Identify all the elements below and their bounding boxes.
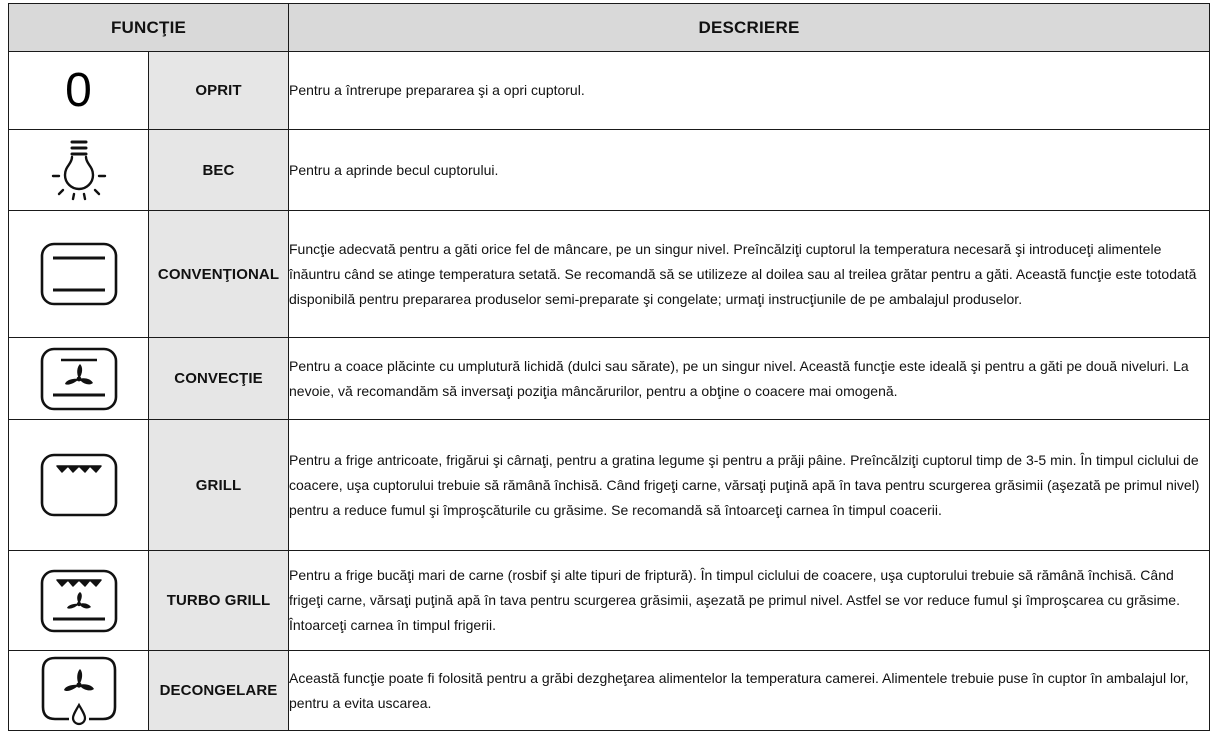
grill-icon	[9, 420, 149, 551]
function-description: Pentru a coace plăcinte cu umplutură lichidă (dulci sau sărate), pe un singur nivel. Această funcţie este ideală şi pentru a găti pe două niveluri. La nevoie, vă recomandăm să inversaţi poziţia mâncărurilor, pentru a obţine o coacere mai omogenă.	[289, 338, 1210, 420]
oven-functions-table	[8, 3, 1210, 731]
function-label: CONVECŢIE	[149, 338, 289, 420]
table-row	[9, 130, 1210, 211]
table-header-row	[9, 4, 1210, 52]
table-row	[9, 338, 1210, 420]
conventional-heating-icon	[9, 211, 149, 338]
off-zero-icon: 0	[9, 52, 149, 130]
header-description: DESCRIERE	[289, 4, 1210, 52]
defrost-icon	[9, 651, 149, 731]
function-label: CONVENŢIONAL	[149, 211, 289, 338]
table-row	[9, 211, 1210, 338]
function-description: Funcţie adecvată pentru a găti orice fel de mâncare, pe un singur nivel. Preîncălziţi cuptorul la temperatura necesară şi introduceţi alimentele înăuntru când se atinge temperatura setată. Se recomandă să se utilizeze al doilea sau al treilea grătar pentru a găti. Această funcţie este totodată disponibilă pentru prepararea produselor semi-preparate şi congelate; urmaţi instrucţiunile de pe ambalajul produselor.	[289, 211, 1210, 338]
function-description: Pentru a frige antricoate, frigărui şi cârnaţi, pentru a gratina legume şi pentru a prăji pâine. Preîncălziţi cuptorul timp de 3-5 min. În timpul ciclului de coacere, uşa cuptorului trebuie să rămână închisă. Când frigeţi carne, vărsaţi puţină apă în tava pentru scurgerea grăsimii (aşezată pe primul nivel) pentru a reduce fumul şi împroşcăturile cu grăsime. Se recomandă să întoarceţi carnea în timpul coacerii.	[289, 420, 1210, 551]
table-row	[9, 651, 1210, 731]
table-row	[9, 551, 1210, 651]
function-label: BEC	[149, 130, 289, 211]
table-row	[9, 420, 1210, 551]
turbo-grill-icon	[9, 551, 149, 651]
function-description: Această funcţie poate fi folosită pentru a grăbi dezgheţarea alimentelor la temperatura camerei. Alimentele trebuie puse în cuptor în ambalajul lor, pentru a evita uscarea.	[289, 651, 1210, 731]
convection-fan-icon	[9, 338, 149, 420]
lamp-icon	[9, 130, 149, 211]
function-label: GRILL	[149, 420, 289, 551]
function-description: Pentru a frige bucăţi mari de carne (rosbif şi alte tipuri de friptură). În timpul ciclului de coacere, uşa cuptorului trebuie să rămână închisă. Când frigeţi carne, vărsaţi puţină apă în tava pentru scurgerea grăsimii, aşezată pe primul nivel. Astfel se vor reduce fumul şi împroşcarea cu grăsime. Întoarceţi carnea în timpul frigerii.	[289, 551, 1210, 651]
function-label: TURBO GRILL	[149, 551, 289, 651]
function-description: Pentru a aprinde becul cuptorului.	[289, 130, 1210, 211]
table-row	[9, 52, 1210, 130]
function-description: Pentru a întrerupe prepararea şi a opri cuptorul.	[289, 52, 1210, 130]
header-function: FUNCŢIE	[9, 4, 289, 52]
function-label: DECONGELARE	[149, 651, 289, 731]
function-label: OPRIT	[149, 52, 289, 130]
